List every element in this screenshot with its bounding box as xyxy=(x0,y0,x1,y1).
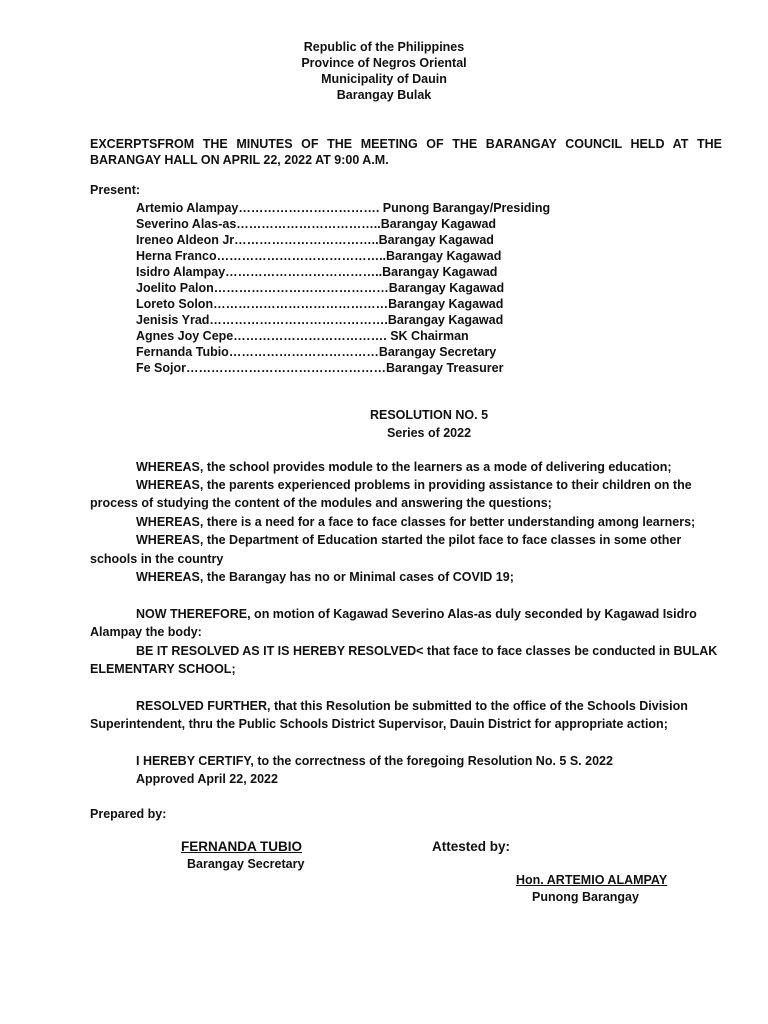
document-header xyxy=(0,39,768,103)
punong-barangay-title: Punong Barangay xyxy=(532,890,639,904)
header-barangay: Barangay Bulak xyxy=(336,88,432,102)
minutes-title xyxy=(90,136,722,168)
whereas-3: WHEREAS, there is a need for a face to face classes for better understanding among learners; xyxy=(136,515,696,529)
punong-barangay-name: Hon. ARTEMIO ALAMPAY xyxy=(516,873,668,887)
header-republic: Republic of the Philippines xyxy=(303,40,465,54)
header-province: Province of Negros Oriental xyxy=(301,56,467,70)
present-item: Isidro Alampay………………………………..Barangay Kagawad xyxy=(136,265,498,279)
now-therefore-line2: Alampay the body: xyxy=(90,625,202,639)
attested-by-label: Attested by: xyxy=(432,839,511,854)
present-item: Loreto Solon……………………………………Barangay Kagawad xyxy=(136,297,504,311)
prepared-by-label: Prepared by: xyxy=(90,807,167,821)
present-label: Present: xyxy=(90,183,141,197)
minutes-title-line1: EXCERPTSFROM THE MINUTES OF THE MEETING OF THE BARANGAY COUNCIL HELD AT THE xyxy=(90,137,722,151)
present-item: Fernanda Tubio………………………………Barangay Secretary xyxy=(136,345,497,359)
approved-date: Approved April 22, 2022 xyxy=(136,772,278,786)
whereas-1: WHEREAS, the school provides module to the learners as a mode of delivering education; xyxy=(136,460,672,474)
secretary-name: FERNANDA TUBIO xyxy=(181,839,302,854)
whereas-2-line2: process of studying the content of the modules and answering the questions; xyxy=(90,496,552,510)
minutes-title-line2: BARANGAY HALL ON APRIL 22, 2022 AT 9:00 A.M. xyxy=(90,153,389,167)
be-it-resolved-line1: BE IT RESOLVED AS IT IS HEREBY RESOLVED< that face to face classes be conducted in BULAK xyxy=(136,644,718,658)
whereas-4-line2: schools in the country xyxy=(90,552,224,566)
secretary-title: Barangay Secretary xyxy=(187,857,305,871)
present-item: Jenisis Yrad…………………………………….Barangay Kagawad xyxy=(136,313,504,327)
now-therefore-line1: NOW THEREFORE, on motion of Kagawad Severino Alas-as duly seconded by Kagawad Isidro xyxy=(136,607,697,621)
resolved-further-line2: Superintendent, thru the Public Schools District Supervisor, Dauin District for appropriate action; xyxy=(90,717,668,731)
present-item: Joelito Palon……………………………………Barangay Kagawad xyxy=(136,281,505,295)
present-item: Herna Franco…………………………………..Barangay Kagawad xyxy=(136,249,502,263)
whereas-2-line1: WHEREAS, the parents experienced problems in providing assistance to their children on the xyxy=(136,478,692,492)
present-item: Artemio Alampay……………………………. Punong Barangay/Presiding xyxy=(136,201,551,215)
present-item: Ireneo Aldeon Jr……………………………..Barangay Kagawad xyxy=(136,233,494,247)
resolved-further-line1: RESOLVED FURTHER, that this Resolution be submitted to the office of the Schools Division xyxy=(136,699,688,713)
present-item: Fe Sojor…………………………………………Barangay Treasurer xyxy=(136,361,504,375)
header-municipality: Municipality of Dauin xyxy=(321,72,447,86)
present-item: Agnes Joy Cepe………………………………. SK Chairman xyxy=(136,329,469,343)
whereas-5: WHEREAS, the Barangay has no or Minimal cases of COVID 19; xyxy=(136,570,514,584)
present-item: Severino Alas-as……………………………..Barangay Kagawad xyxy=(136,217,497,231)
whereas-4-line1: WHEREAS, the Department of Education started the pilot face to face classes in some other xyxy=(136,533,682,547)
resolution-number: RESOLUTION NO. 5 xyxy=(369,408,489,422)
be-it-resolved-line2: ELEMENTARY SCHOOL; xyxy=(90,662,236,676)
resolution-series: Series of 2022 xyxy=(386,426,472,440)
certify-statement: I HEREBY CERTIFY, to the correctness of the foregoing Resolution No. 5 S. 2022 xyxy=(136,754,613,768)
